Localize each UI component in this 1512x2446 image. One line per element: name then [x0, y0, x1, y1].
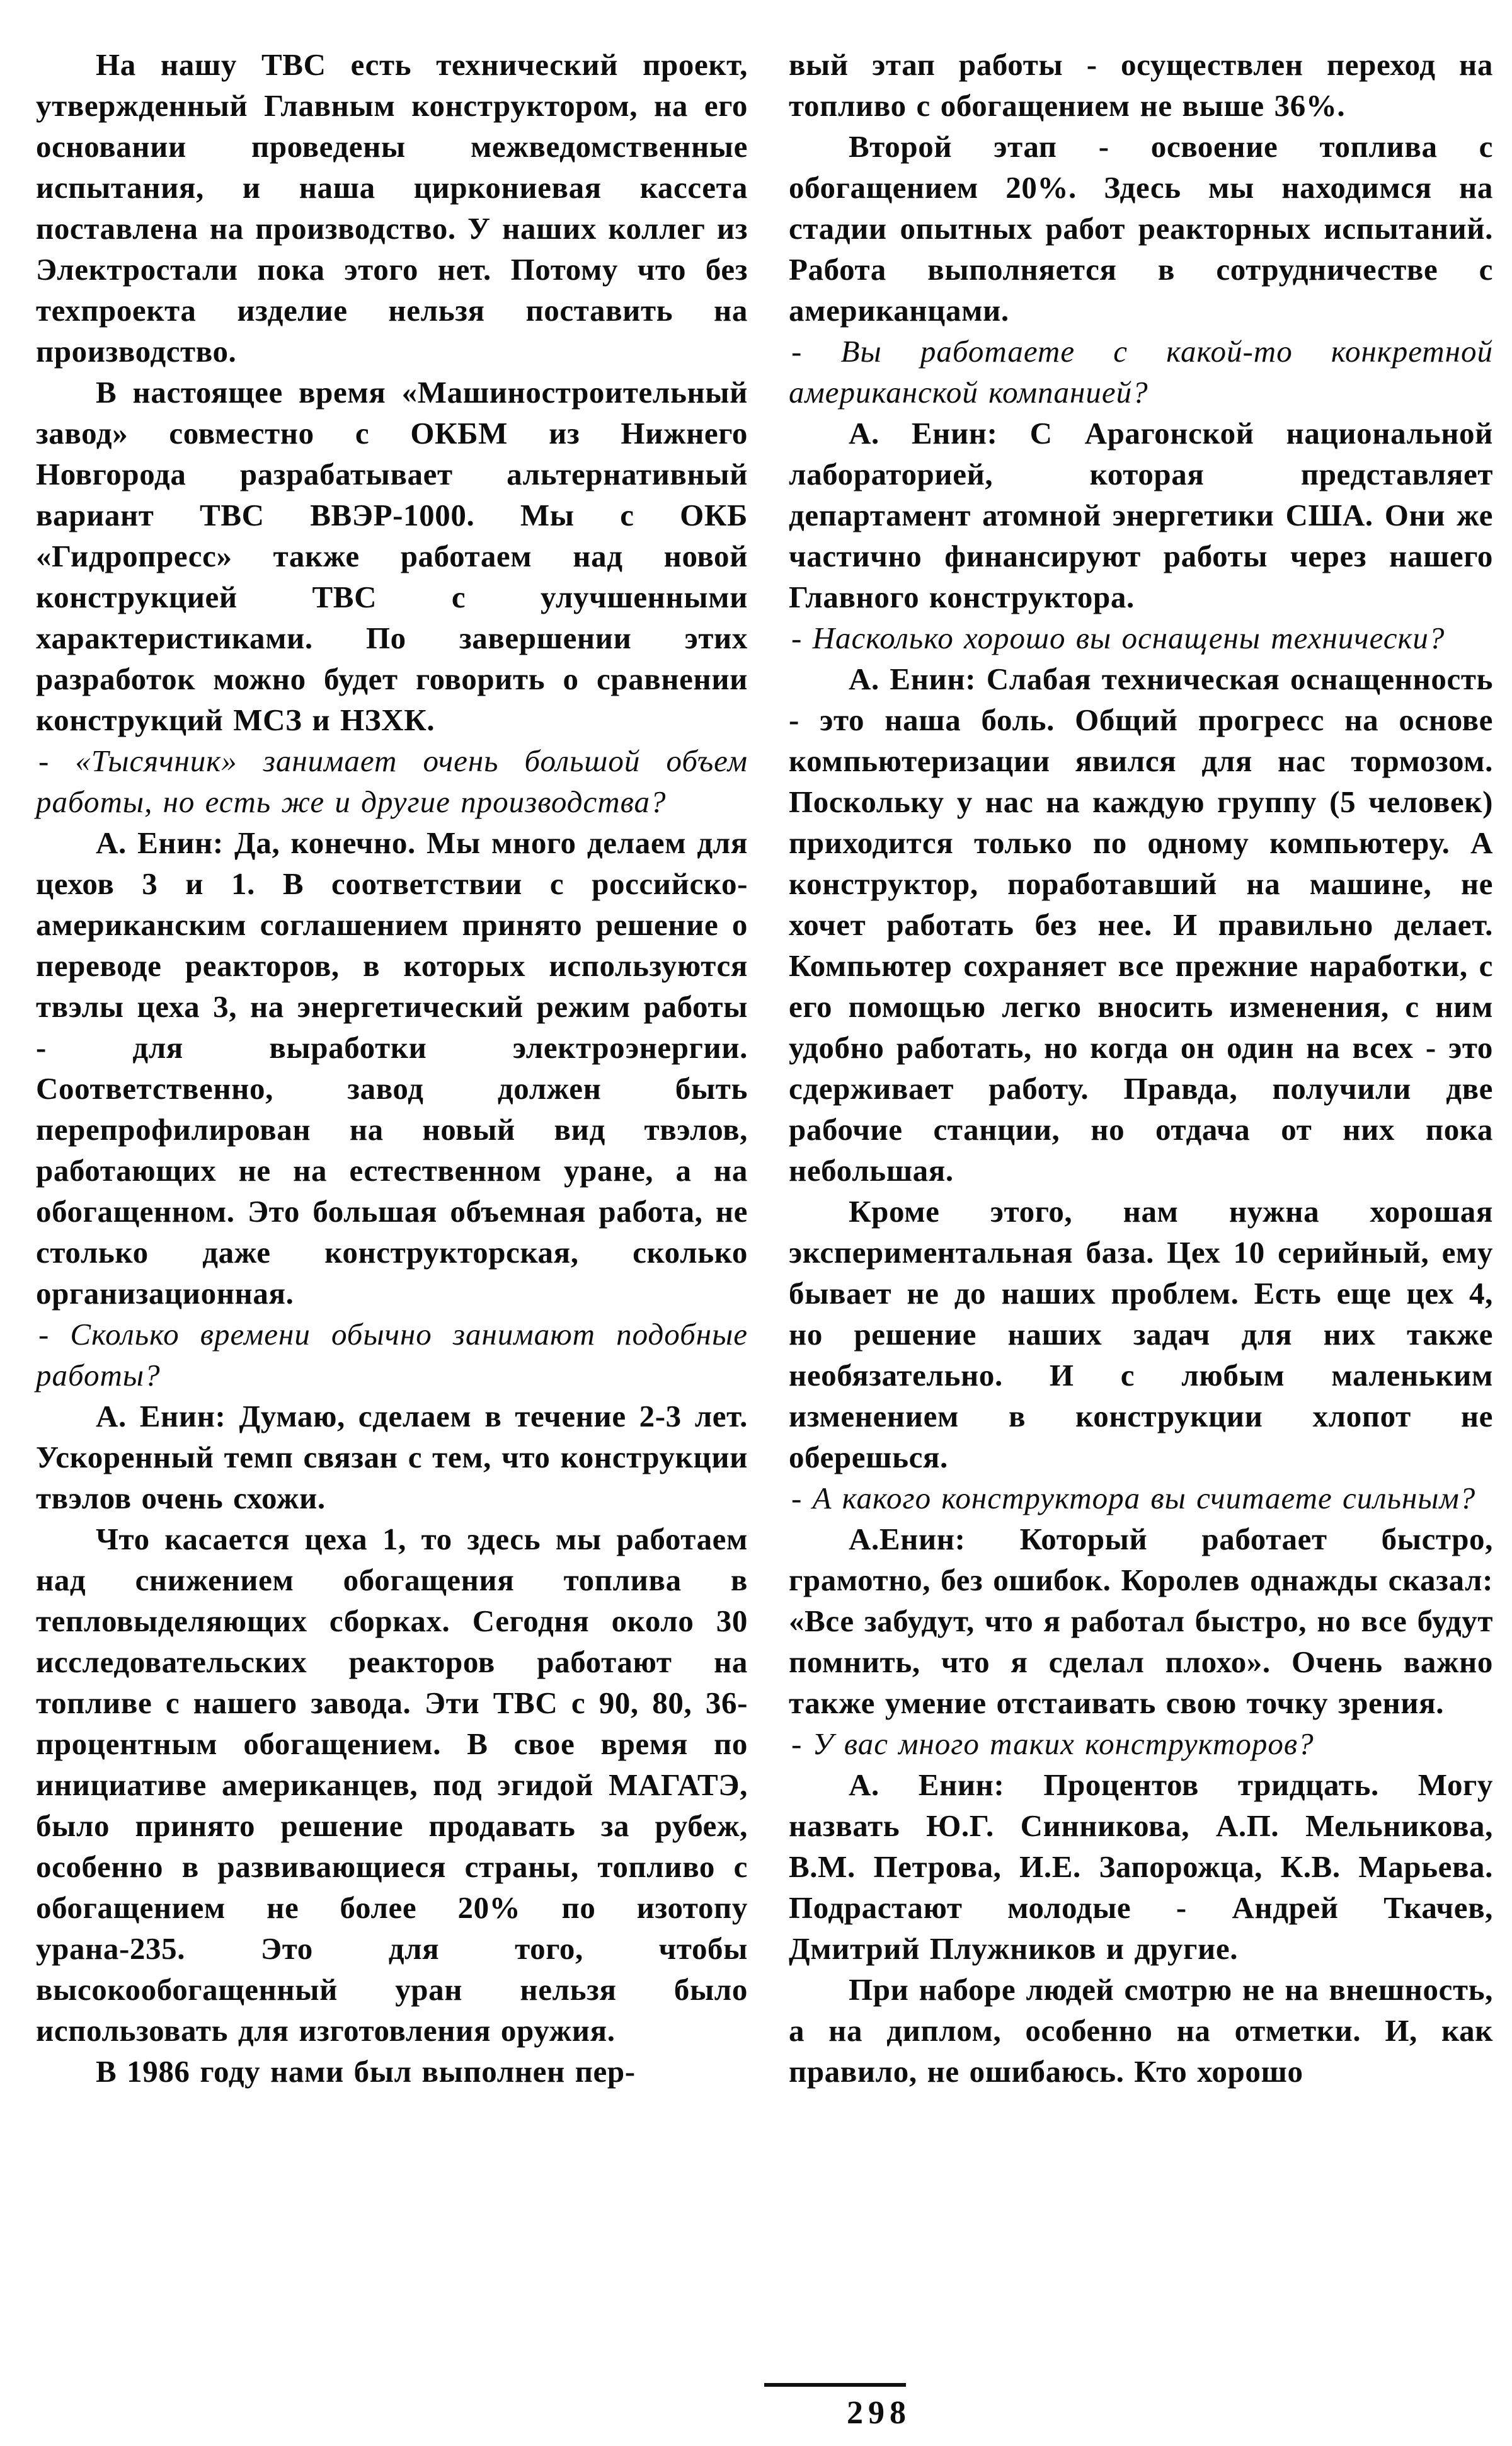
speaker-label: А.Енин:: [849, 1522, 966, 1556]
body-paragraph: На нашу ТВС есть технический проект, утвержденный Главным конструктором, на его основании проведены межведомственные испытания, и наша циркониевая кассета поставлена на производство. У наших коллег из Электростали пока этого нет. Потому что без техпроекта изделие нельзя поставить на производство.: [36, 47, 748, 369]
paragraph-text: Который работает быстро, грамотно, без ошибок. Королев однажды сказал: «Все забудут, что я работал быстро, но все будут помнить, что я сделал плохо». Очень важно также умение отстаивать свою точку зрения.: [789, 1522, 1493, 1720]
paragraph-text: Процентов тридцать. Могу назвать Ю.Г. Синникова, А.П. Мельникова, В.М. Петрова, И.Е. Запорожца, К.В. Марьева. Подрастают молодые - Андрей Ткачев, Дмитрий Плужников и другие.: [789, 1767, 1493, 1966]
interview-question: - Насколько хорошо вы оснащены технически?: [791, 621, 1445, 655]
speaker-label: А. Енин:: [96, 825, 224, 860]
body-paragraph: Что касается цеха 1, то здесь мы работаем над снижением обогащения топлива в тепловыделяющих сборках. Сегодня около 30 исследовательских реакторов работают на топливе с нашего завода. Эти ТВС с 90, 80, 36-процентным обогащением. В свое время по инициативе американцев, под эгидой МАГАТЭ, было принято решение продавать за рубеж, особенно в развивающиеся страны, топливо с обогащением не более 20% по изотопу урана-235. Это для того, чтобы высокообогащенный уран нельзя было использовать для изготовления оружия.: [36, 1522, 748, 2048]
body-paragraph: При наборе людей смотрю не на внешность, а на диплом, особенно на отметки. И, как правило, не ошибаюсь. Кто хорошо: [789, 1972, 1493, 2089]
paragraph-text: Да, конечно. Мы много делаем для цехов 3 и 1. В соответствии с российско-американским соглашением принято решение о переводе реакторов, в которых используются твэлы цеха 3, на энергетический режим работы - для выработки электроэнергии. Соответственно, завод должен быть перепрофилирован на новый вид твэлов, работающих не на естественном уране, а на обогащенном. Это большая объемная работа, не столько даже конструкторская, сколько организационная.: [36, 825, 748, 1311]
body-paragraph: В настоящее время «Машиностроительный завод» совместно с ОКБМ из Нижнего Новгорода разрабатывает альтернативный вариант ТВС ВВЭР-1000. Мы с ОКБ «Гидропресс» также работаем над новой конструкцией ТВС с улучшенными характеристиками. По завершении этих разработок можно будет говорить о сравнении конструкций МСЗ и НЗХК.: [36, 375, 748, 737]
interview-question: - А какого конструктора вы считаете сильным?: [791, 1481, 1476, 1515]
body-paragraph: вый этап работы - осуществлен переход на топливо с обогащением не выше 36%.: [789, 47, 1493, 123]
body-paragraph: [36, 822, 748, 1314]
speaker-label: А. Енин:: [96, 1399, 226, 1433]
paragraph-text: Думаю, сделаем в течение 2-3 лет. Ускоренный темп связан с тем, что конструкции твэлов очень схожи.: [36, 1399, 748, 1515]
body-paragraph: [789, 1764, 1493, 1969]
page-number: 298: [847, 2395, 911, 2431]
body-paragraph: [789, 413, 1493, 617]
body-paragraph: [789, 1519, 1493, 1723]
footer-divider: [764, 2383, 906, 2387]
body-paragraph: В 1986 году нами был выполнен пер-: [96, 2054, 636, 2089]
paragraph-text: Слабая техническая оснащенность - это наша боль. Общий прогресс на основе компьютеризации явился для нас тормозом. Поскольку у нас на каждую группу (5 человек) приходится только по одному компьютеру. А конструктор, поработавший на машине, не хочет работать без нее. И правильно делает. Компьютер сохраняет все прежние наработки, с его помощью легко вносить изменения, с ним удобно работать, но когда он один на всех - это сдерживает работу. Правда, получили две рабочие станции, но отдача от них пока небольшая.: [789, 662, 1493, 1188]
body-paragraph: Кроме этого, нам нужна хорошая экспериментальная база. Цех 10 серийный, ему бывает не до наших проблем. Есть еще цех 4, но решение наших задач для них также необязательно. И с любым маленьким изменением в конструкции хлопот не оберешься.: [789, 1194, 1493, 1474]
body-paragraph: Второй этап - освоение топлива с обогащением 20%. Здесь мы находимся на стадии опытных работ реакторных испытаний. Работа выполняется в сотрудничестве с американцами.: [789, 129, 1493, 328]
interview-question: - У вас много таких конструкторов?: [791, 1726, 1314, 1761]
left-text-column: [36, 44, 748, 2092]
speaker-label: А. Енин:: [849, 416, 998, 451]
body-paragraph: [36, 1396, 748, 1519]
interview-question: - Вы работаете с какой-то конкретной американской компанией?: [789, 334, 1493, 410]
speaker-label: А. Енин:: [849, 662, 976, 696]
body-paragraph: [789, 658, 1493, 1191]
paragraph-text: С Арагонской национальной лабораторией, которая представляет департамент атомной энергетики США. Они же частично финансируют работы через нашего Главного конструктора.: [789, 416, 1493, 614]
right-text-column: [789, 44, 1493, 2092]
interview-question: - Сколько времени обычно занимают подобные работы?: [36, 1317, 748, 1392]
speaker-label: А. Енин:: [849, 1767, 1005, 1802]
interview-question: - «Тысячник» занимает очень большой объем работы, но есть же и другие производства?: [36, 744, 748, 819]
